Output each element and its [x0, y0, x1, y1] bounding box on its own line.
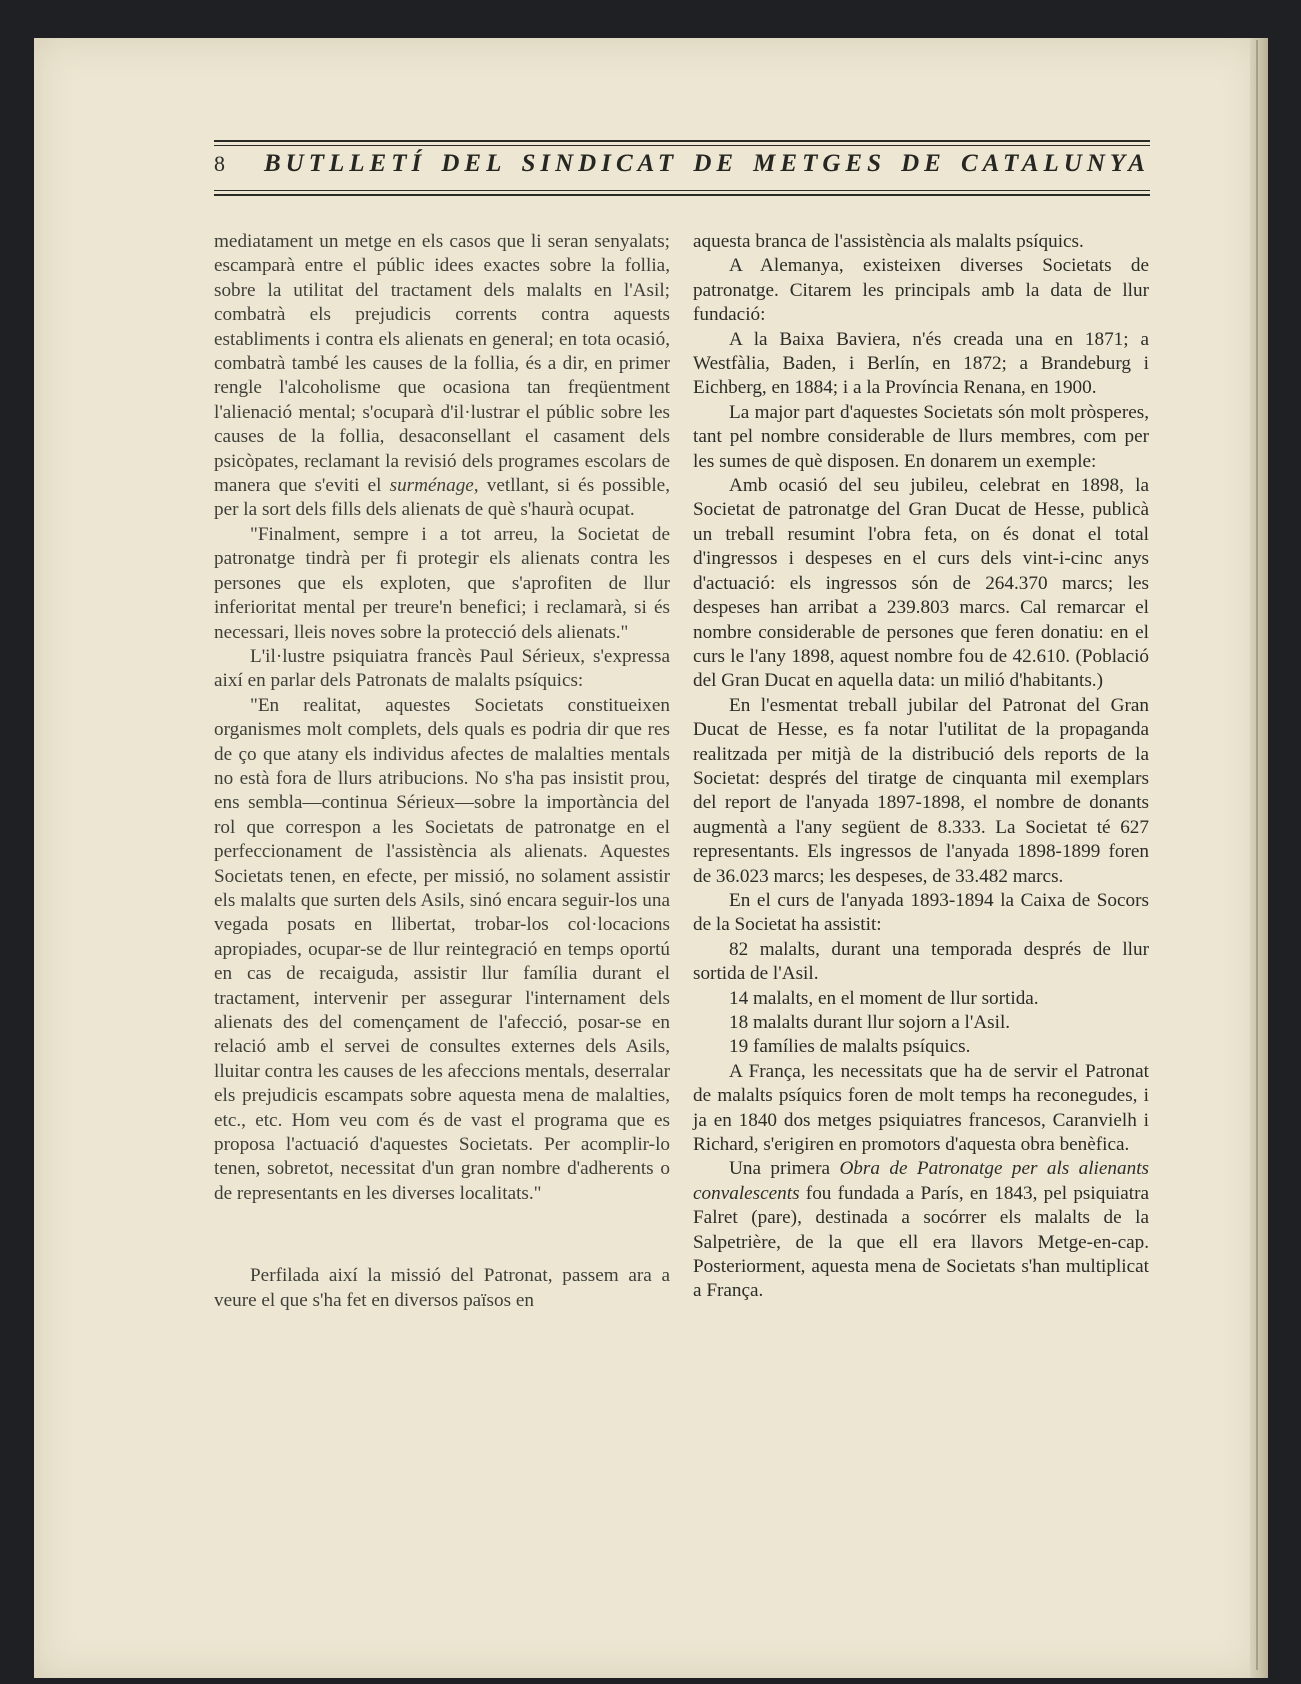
paragraph: La major part d'aquestes Societats són molt pròsperes, tant pel nombre considerable de llurs membres, com per les sumes de què disposen. En donarem un exemple: [693, 401, 1149, 472]
list-item: 18 malalts durant llur sojorn a l'Asil. [729, 1012, 1011, 1033]
list-item: 14 malalts, en el moment de llur sortida. [729, 987, 1039, 1009]
page-number: 8 [214, 151, 225, 176]
header-rule-bottom-thin [214, 190, 1150, 191]
page-edge [1250, 38, 1268, 1678]
paragraph [214, 230, 670, 523]
paragraph: A Alemanya, existeixen diverses Societats de patronatge. Citarem les principals amb la data de llur fundació: [693, 255, 1149, 326]
paragraph: "Finalment, sempre i a tot arreu, la Societat de patronatge tindrà per fi protegir els alienats contra les persones que els exploten, que s'aprofiten de llur inferioritat mental per treure'n benefici; i reclamarà, si és necessari, lleis noves sobre la protecció dels alienats." [214, 523, 670, 643]
paragraph: L'il·lustre psiquiatra francès Paul Sérieux, s'expressa així en parlar dels Patronats de malalts psíquics: [214, 645, 670, 692]
journal-title-word: METGES [753, 150, 886, 177]
paragraph: Amb ocasió del seu jubileu, celebrat en 1898, la Societat de patronatge del Gran Ducat de Hesse, publicà un treball resumint l'obra feta, on és donat el total d'ingressos i despeses en el curs dels vint-i-cinc anys d'actuació: els ingressos són de 264.370 marcs; les despeses han arribat a 239.803 marcs. Cal remarcar el nombre considerable de persones que feren donatiu: en el curs le l'any 1898, aquest nombre fou de 42.610. (Població del Gran Ducat en aquella data: un milió d'habitants.) [693, 475, 1149, 692]
journal-title-word: BUTLLETÍ [264, 150, 427, 177]
header-rule-top [214, 140, 1150, 142]
paragraph: A la Baixa Baviera, n'és creada una en 1871; a Westfàlia, Baden, i Berlín, en 1872; a Brandeburg i Eichberg, en 1884; i a la Província Renana, en 1900. [693, 328, 1149, 399]
journal-title-word: SINDICAT [521, 150, 679, 177]
page-edge-line [1256, 40, 1258, 1670]
list-item: 82 malalts, durant una temporada després de llur sortida de l'Asil. [693, 938, 1149, 985]
journal-title-word: DEL [441, 150, 507, 177]
paragraph: En el curs de l'anyada 1893-1894 la Caixa de Socors de la Societat ha assistit: [693, 889, 1149, 936]
left-column [214, 230, 670, 1313]
header-rule-top-thin [214, 145, 1150, 146]
paragraph: A França, les necessitats que ha de servir el Patronat de malalts psíquics foren de molt temps ha reconegudes, i ja en 1840 dos metges psiquiatres francesos, Caranvielh i Richard, s'erigiren en promotors d'aquesta obra benèfica. [693, 1060, 1149, 1156]
paragraph: "En realitat, aquestes Societats constitueixen organismes molt complets, dels quals es podria dir que res de ço que atany els individus afectes de malalties mentals no està fora de llurs atribucions. No s'ha pas insistit prou, ens sembla—continua Sérieux—sobre la importància del rol que correspon a les Societats de patronatge en el perfeccionament de l'assistència als alienats. Aquestes Societats tenen, en efecte, per missió, no solament assistir els malalts que surten dels Asils, sinó encara seguir-los una vegada posats en llibertat, trobar-los col·locacions apropiades, ocupar-se de llur reintegració en temps oportú en cas de recaiguda, assistir llur família durant el tractament, intervenir per assegurar l'internament dels alienats des del començament de l'afecció, posar-se en relació amb el servei de consultes externes dels Asils, lluitar contra les causes de les afeccions mentals, deserralar els prejudicis escampats sobre aquesta mena de malalties, etc., etc. Hom veu com és de vast el programa que es proposa l'actuació d'aquestes Societats. Per acomplir-lo tenen, sobretot, necessitat d'un gran nombre d'adherents o de representants en les diverses localitats." [214, 694, 670, 1204]
paragraph-text: vetllant, si és possible, per la sort dels fills dels alienats de què s'haurà ocupat. [214, 475, 670, 521]
journal-title [264, 150, 1150, 178]
header-rule-bottom [214, 194, 1150, 196]
paragraph-text: fou fundada a París, en 1843, pel psiquiatra Falret (pare), destinada a socórrer els malalts de la Salpetrière, de la que ell era llavors Metge-en-cap. Posteriorment, aquesta mena de Societats s'han multiplicat a França. [693, 1182, 1149, 1302]
paragraph-text: mediatament un metge en els casos que li seran senyalats; escamparà entre el públic idees exactes sobre la follia, sobre la utilitat del tractament dels malalts en l'Asil; combatrà els prejudicis corrents contra aquests establiments i contra els alienats en general; en tota ocasió, combatrà també les causes de la follia, és a dir, en primer rengle l'alcoholisme que ocasiona tan freqüentment l'alienació mental; s'ocuparà d'il·lustrar el públic sobre les causes de la follia, desaconsellant el casament dels psicòpates, reclamant la revisió dels programes escolars de manera que s'eviti el [214, 231, 670, 497]
journal-title-word: CATALUNYA [960, 150, 1150, 177]
running-header [214, 150, 1150, 190]
paragraph: aquesta branca de l'assistència als malalts psíquics. [693, 231, 1084, 252]
paragraph [693, 1157, 1149, 1303]
journal-title-word: DE [901, 150, 946, 177]
paragraph-text: Una primera [729, 1158, 840, 1180]
paragraph: En l'esmentat treball jubilar del Patronat del Gran Ducat de Hesse, es fa notar l'utilitat de la propaganda realitzada per mitjà de la distribució dels reports de la Societat: després del tiratge de cinquanta mil exemplars del report de l'anyada 1897-1898, el nombre de donants augmentà a l'any següent de 8.333. La Societat té 627 representants. Els ingressos de l'anyada 1898-1899 foren de 36.023 marcs; les despeses, de 33.482 marcs. [693, 694, 1149, 887]
paragraph: Perfilada així la missió del Patronat, passem ara a veure el que s'ha fet en diversos països en [214, 1265, 670, 1311]
journal-title-word: DE [693, 150, 739, 177]
italic-title: Obra de Patronatge per als alienants convalescents [693, 1158, 1149, 1204]
list-item: 19 famílies de malalts psíquics. [729, 1036, 971, 1058]
right-column [693, 230, 1149, 1304]
italic-term: surménage, [389, 475, 479, 497]
